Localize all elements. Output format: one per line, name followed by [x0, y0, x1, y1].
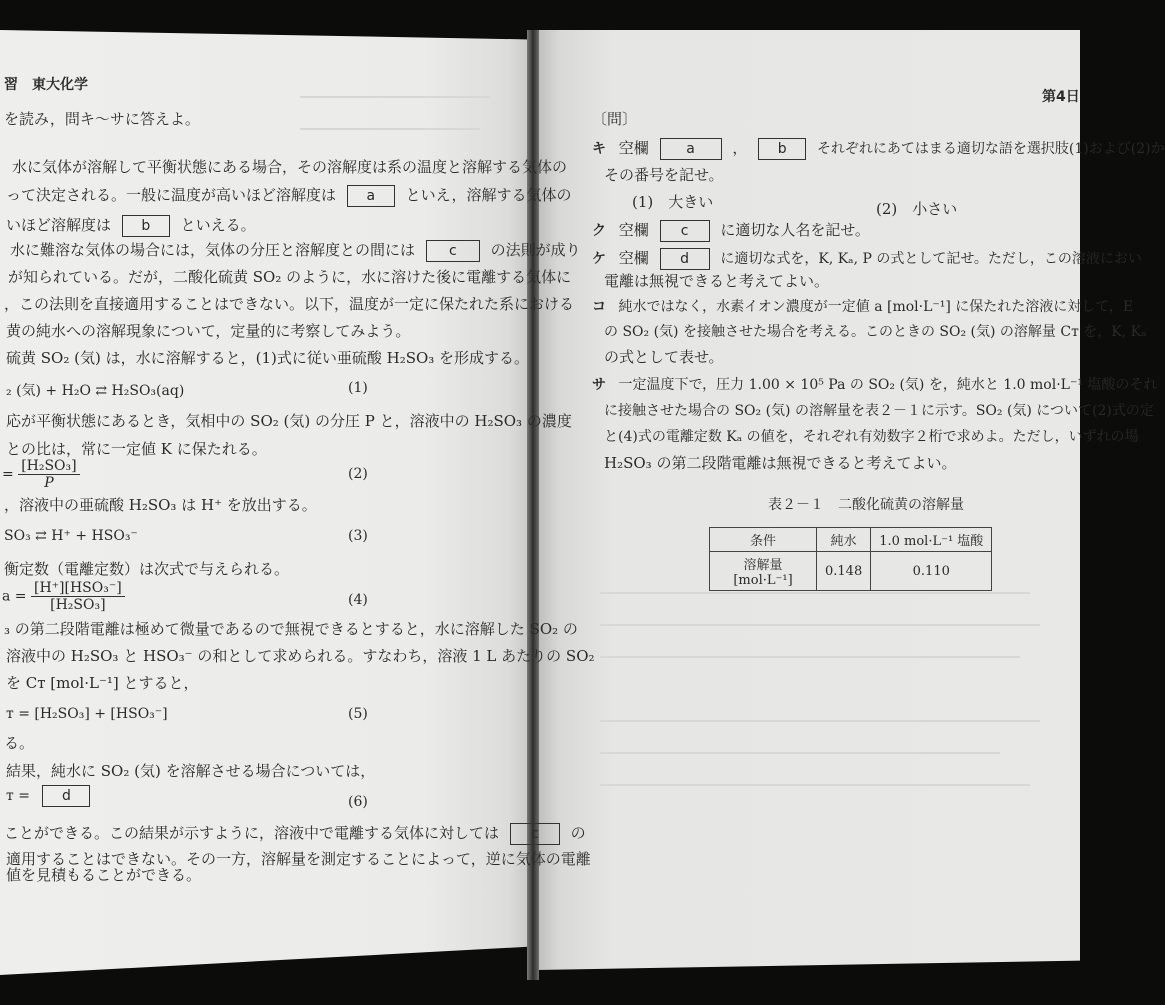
- blank-box-b: b: [758, 138, 806, 160]
- body-line: との比は，常に一定値 K に保たれる。: [6, 440, 267, 458]
- equation-6: ᴛ = d: [6, 785, 90, 807]
- equation-number: (1): [348, 380, 368, 396]
- bleed-through: [600, 720, 1040, 722]
- equation-number: (2): [348, 466, 368, 482]
- question-line: その番号を記せ。: [604, 166, 724, 184]
- question-sa: サ 一定温度下で，圧力 1.00 × 10⁵ Pa の SO₂ (気) を，純水と 1.0 mol·L⁻¹ 塩酸のそれ: [592, 377, 1158, 393]
- bleed-through: [600, 624, 1040, 626]
- body-line: ，溶液中の亜硫酸 H₂SO₃ は H⁺ を放出する。: [4, 496, 317, 514]
- equation-number: (6): [348, 794, 368, 810]
- table-cell: 0.148: [817, 552, 871, 591]
- table-header-row: [710, 528, 992, 552]
- bleed-through: [600, 656, 1020, 658]
- question-heading: 〔問〕: [592, 110, 638, 128]
- blank-box-c: c: [510, 823, 560, 845]
- bleed-through: [300, 128, 480, 130]
- blank-box-c: c: [660, 220, 710, 242]
- body-line: が知られている。だが，二酸化硫黄 SO₂ のように，水に溶けた後に電離する気体に: [8, 268, 572, 286]
- option-2: (2) 小さい: [876, 200, 958, 218]
- question-ki: キ 空欄 a ， b それぞれにあてはまる適切な語を選択肢(1)および(2)か: [592, 138, 1165, 160]
- body-line: 値を見積もることができる。: [6, 866, 202, 884]
- body-line: ，この法則を直接適用することはできない。以下，温度が一定に保たれた系における: [4, 295, 575, 313]
- bleed-through: [300, 96, 490, 98]
- body-line: 硫黄 SO₂ (気) は，水に溶解すると，(1)式に従い亜硫酸 H₂SO₃ を形成する。: [6, 349, 530, 367]
- body-line: る。: [4, 734, 35, 752]
- table-header: 条件: [710, 528, 817, 552]
- blank-box-a: a: [660, 138, 722, 160]
- bleed-through: [600, 784, 1030, 786]
- equation-1: ₂ (気) + H₂O ⇄ H₂SO₃(aq): [6, 383, 185, 399]
- equation-number: (4): [348, 592, 368, 608]
- body-line: ことができる。この結果が示すように，溶液中で電離する気体に対しては c の: [4, 823, 586, 845]
- blank-box-a: a: [347, 185, 395, 207]
- body-line: ₃ の第二段階電離は極めて微量であるので無視できるとすると，水に溶解した SO₂ の: [4, 620, 578, 638]
- question-line: に接触させた場合の SO₂ (気) の溶解量を表２－１に示す。SO₂ (気) について(2)式の定: [604, 403, 1154, 419]
- blank-box-d: d: [42, 785, 90, 807]
- body-line: いほど溶解度は b といえる。: [6, 215, 256, 237]
- body-line: 水に気体が溶解して平衡状態にある場合，その溶解度は系の温度と溶解する気体の: [12, 158, 568, 176]
- intro-line: を読み，問キ〜サに答えよ。: [4, 110, 200, 128]
- bleed-through: [600, 752, 1000, 754]
- option-1: (1) 大きい: [632, 193, 714, 211]
- body-line: って決定される。一般に温度が高いほど溶解度は a といえ，溶解する気体の: [6, 185, 571, 207]
- equation-5: ᴛ = [H₂SO₃] + [HSO₃⁻]: [6, 706, 168, 722]
- table-cell: 0.110: [871, 552, 992, 591]
- question-line: と(4)式の電離定数 Kₐ の値を，それぞれ有効数字２桁で求めよ。ただし，いずれの場: [604, 429, 1139, 445]
- table-caption: 表２－１ 二酸化硫黄の溶解量: [768, 497, 964, 513]
- question-line: H₂SO₃ の第二段階電離は無視できると考えてよい。: [604, 454, 957, 472]
- body-line: 溶液中の H₂SO₃ と HSO₃⁻ の和として求められる。すなわち，溶液 1 L あたりの SO₂: [6, 647, 595, 665]
- table-header: 1.0 mol·L⁻¹ 塩酸: [871, 528, 992, 552]
- body-line: 応が平衡状態にあるとき，気相中の SO₂ (気) の分圧 P と，溶液中の H₂SO₃ の濃度: [6, 412, 572, 430]
- bleed-through: [600, 592, 1030, 594]
- table-cell: 溶解量 [mol·L⁻¹]: [710, 552, 817, 591]
- table-header: 純水: [817, 528, 871, 552]
- body-line: 結果，純水に SO₂ (気) を溶解させる場合については，: [6, 762, 376, 780]
- question-ku: ク 空欄 c に適切な人名を記せ。: [592, 220, 870, 242]
- equation-4: a = $\frac{\text{[H⁺][HSO₃⁻]}}{\text{[H₂SO₃]}}$: [2, 580, 125, 613]
- table-row: [710, 552, 992, 591]
- equation-3: SO₃ ⇄ H⁺ + HSO₃⁻: [4, 528, 138, 544]
- question-line: 電離は無視できると考えてよい。: [604, 272, 830, 290]
- question-line: の式として表せ。: [604, 348, 724, 366]
- right-header: 第4日: [1042, 89, 1080, 105]
- equation-2: = $\frac{\text{[H₂SO₃]}}{P}$: [2, 458, 80, 491]
- question-ke: ケ 空欄 d に適切な式を，K, Kₐ, P の式として記せ。ただし，この溶液におい: [592, 248, 1142, 270]
- question-line: の SO₂ (気) を接触させた場合を考える。このときの SO₂ (気) の溶解量 Cᴛ を，K, Kₐ: [604, 324, 1147, 340]
- body-line: 水に難溶な気体の場合には，気体の分圧と溶解度との間には c の法則が成り: [10, 240, 581, 262]
- body-line: 衡定数（電離定数）は次式で与えられる。: [4, 560, 290, 578]
- blank-box-b: b: [122, 215, 170, 237]
- solubility-table: [709, 527, 992, 591]
- body-line: 黄の純水への溶解現象について，定量的に考察してみよう。: [6, 322, 411, 340]
- blank-box-d: d: [660, 248, 710, 270]
- question-ko: コ 純水ではなく，水素イオン濃度が一定値 a [mol·L⁻¹] に保たれた溶液に対して，E: [592, 299, 1134, 315]
- equation-number: (3): [348, 528, 368, 544]
- equation-number: (5): [348, 706, 368, 722]
- body-line: を Cᴛ [mol·L⁻¹] とすると，: [6, 674, 199, 692]
- body-line: 適用することはできない。その一方，溶解量を測定することによって，逆に気体の電離: [6, 850, 591, 868]
- left-header: 習 東大化学: [4, 77, 88, 93]
- blank-box-c: c: [426, 240, 480, 262]
